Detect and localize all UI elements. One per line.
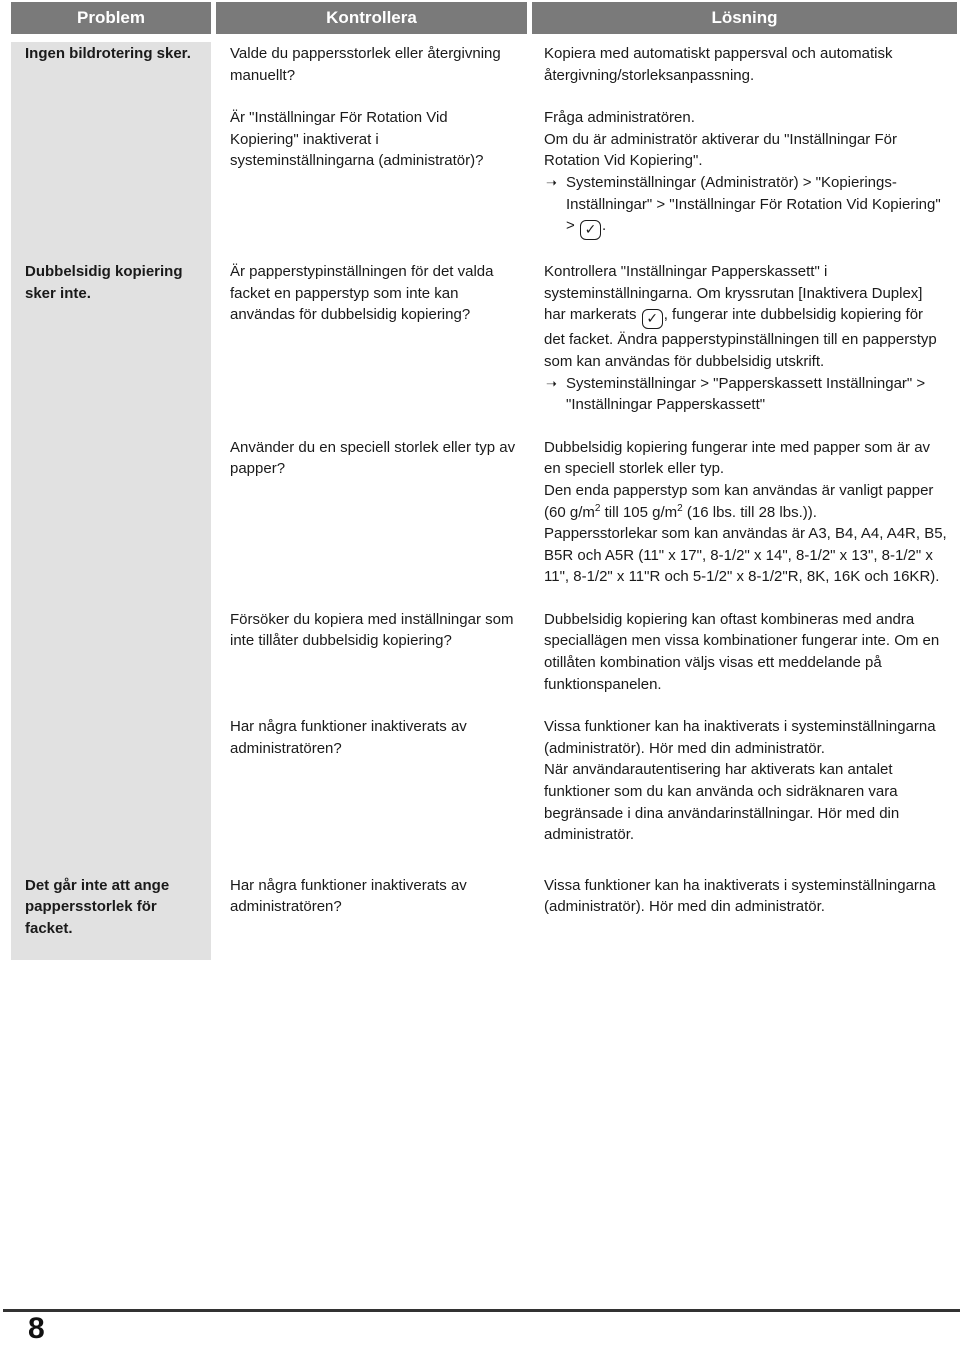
header-problem: Problem (11, 2, 211, 34)
problem-cell (11, 260, 211, 874)
menu-path (544, 172, 947, 240)
table-row (11, 42, 957, 106)
unit-m: /m (660, 503, 678, 521)
check-cell (216, 106, 527, 260)
check-cell (216, 260, 527, 436)
ok-checkbox-icon: ✓ (642, 309, 663, 329)
arrow-right-icon: ➝ (546, 375, 557, 391)
menu-path-text: Systeminställningar > "Papperskassett Inställningar" > "Inställningar Papperskassett" (566, 374, 926, 414)
unit-sup: 2 (594, 502, 601, 514)
check-text: Använder du en speciell storlek eller typ av papper? (230, 438, 516, 478)
table-row (11, 260, 957, 436)
page-number: 8 (28, 1312, 45, 1345)
solution-cell (532, 42, 957, 106)
solution-cell (532, 260, 957, 436)
footer-divider (3, 1309, 960, 1312)
unit-g: g (652, 503, 661, 521)
check-text: Är "Inställningar För Rotation Vid Kopiering" inaktiverat i systeminställningarna (administratör)? (230, 109, 484, 170)
solution-cell (532, 106, 957, 260)
solution-text: Om du är administratör aktiverar du "Inställningar För Rotation Vid Kopiering". (544, 130, 897, 170)
solution-text: När användarautentisering har aktiverats kan antalet funktioner som du kan använda och sidräknaren vara begränsade i dina användarinställningar. Hör med din administratör. (544, 761, 900, 844)
table-header-row (11, 2, 957, 34)
ok-checkbox-icon: ✓ (580, 220, 601, 240)
check-text: Försöker du kopiera med inställningar som inte tillåter dubbelsidig kopiering? (230, 610, 514, 650)
check-cell (216, 608, 527, 715)
troubleshooting-table (6, 2, 960, 960)
solution-cell (532, 608, 957, 715)
solution-text: Den enda papperstyp som kan användas är vanligt papper (60 (544, 481, 934, 521)
menu-path-end: . (601, 217, 607, 235)
solution-cell (532, 715, 957, 866)
header-solution: Lösning (532, 2, 957, 34)
table-row (11, 874, 957, 960)
menu-path-text: Systeminställningar (Administratör) > "Kopierings-Inställningar" > "Inställningar För Rotation Vid Kopiering" > (566, 173, 941, 235)
arrow-right-icon: ➝ (546, 174, 557, 190)
unit-g: g (569, 503, 579, 521)
solution-text: Pappersstorlekar som kan användas är A3, B4, A4, A4R, B5, B5R och A5R (11" x 17", 8-1/2" x 14", 8-1/2" x 13", 8-1/2" x 11", 8-1/2" x 11"R och 5-1/2" x 8-1/2"R, 8K, 16K och 16KR). (544, 525, 947, 586)
check-text: Har några funktioner inaktiverats av administratören? (230, 718, 467, 757)
solution-text: Dubbelsidig kopiering fungerar inte med papper som är av en speciell storlek eller typ. (544, 438, 931, 478)
solution-text: till 105 (604, 503, 648, 521)
check-text: Har några funktioner inaktiverats av administratören? (230, 876, 467, 916)
unit-sup: 2 (677, 502, 683, 514)
check-cell (216, 436, 527, 608)
solution-text: , fungerar inte dubbelsidig kopiering för det facket. Ändra papperstypinställningen till en papperstyp som kan användas för dubbelsidig utskrift. (544, 306, 937, 370)
solution-cell (532, 436, 957, 608)
header-check: Kontrollera (216, 2, 527, 34)
problem-cell (11, 42, 211, 260)
check-text: Är papperstypinställningen för det valda facket en papperstyp som inte kan användas för dubbelsidig kopiering? (230, 263, 494, 324)
problem-text: Det går inte att ange pappersstorlek för facket. (25, 876, 170, 937)
solution-text: Vissa funktioner kan ha inaktiverats i systeminställningarna (administratör). Hör med din administratör. (544, 718, 936, 757)
solution-text: Kopiera med automatiskt pappersval och automatisk återgivning/storleksanpassning. (544, 45, 893, 84)
solution-text: Kontrollera "Inställningar Papperskassett" i systeminställningarna. Om kryssrutan [Inaktivera Duplex] har markerats (544, 263, 923, 324)
menu-path (544, 373, 947, 416)
solution-text: (16 lbs. till 28 lbs.)). (686, 503, 817, 521)
check-text: Valde du pappersstorlek eller återgivning manuellt? (230, 45, 501, 84)
check-cell (216, 42, 527, 106)
check-cell (216, 874, 527, 960)
solution-text: Dubbelsidig kopiering kan oftast kombineras med andra speciallägen men vissa kombinationer fungerar inte. Om en otillåten kombination väljs visas ett meddelande på funktionspanelen. (544, 610, 940, 693)
solution-text: Fråga administratören. (544, 109, 695, 127)
check-cell (216, 715, 527, 866)
unit-m: /m (578, 503, 595, 521)
problem-cell (11, 874, 211, 960)
solution-cell (532, 874, 957, 960)
solution-text: Vissa funktioner kan ha inaktiverats i systeminställningarna (administratör). Hör med din administratör. (544, 876, 936, 916)
problem-text: Ingen bildrotering sker. (25, 45, 191, 62)
problem-text: Dubbelsidig kopiering sker inte. (25, 263, 183, 302)
